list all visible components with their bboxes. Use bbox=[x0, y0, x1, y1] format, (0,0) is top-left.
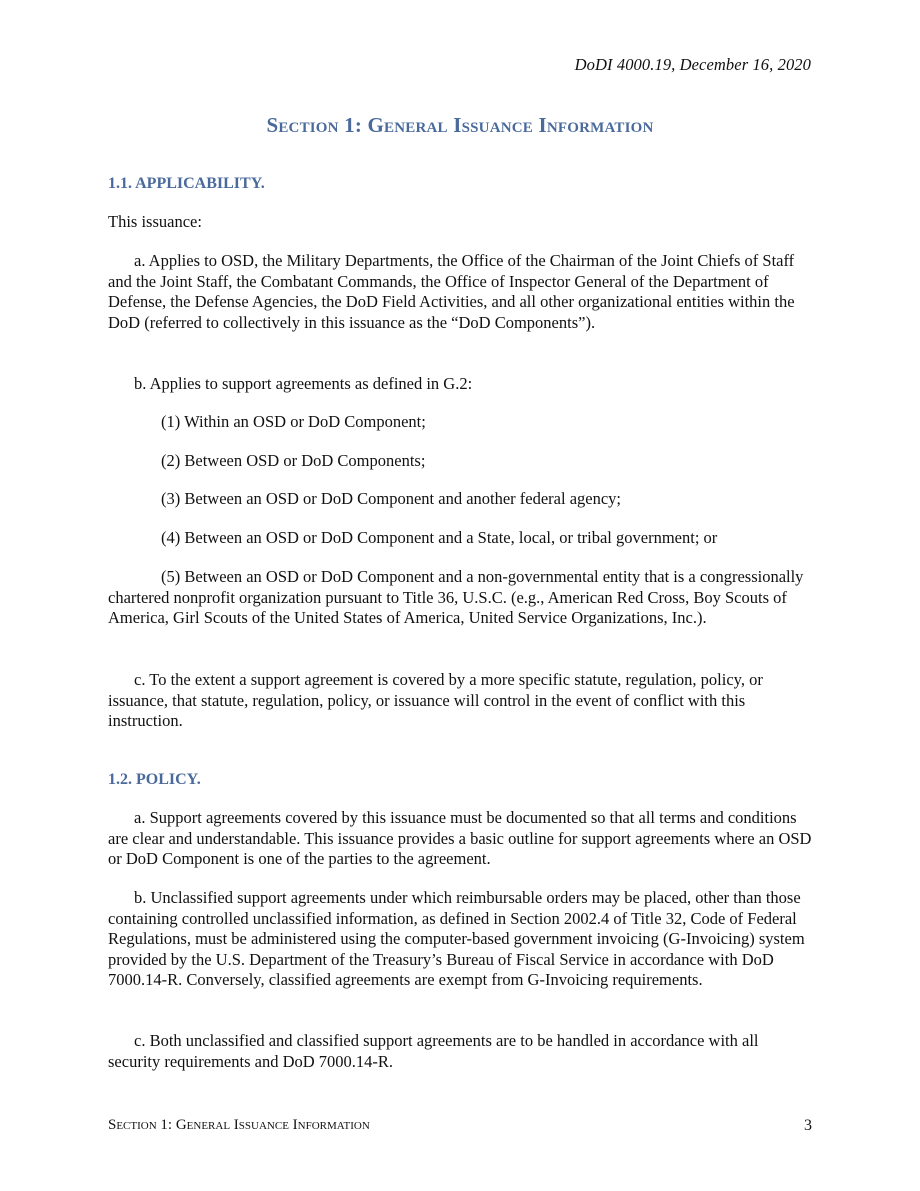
page-number: 3 bbox=[804, 1117, 812, 1134]
paragraph-1-1-a: a. Applies to OSD, the Military Departments, the Office of the Chairman of the Joint Chiefs of Staff and the Joint Staff, the Combatant Commands, the Office of Inspector General of the Department of Defense, the Defense Agencies, the DoD Field Activities, and all other organizational entities within the DoD (referred to collectively in this issuance as the “DoD Components”). bbox=[108, 251, 795, 332]
paragraph-1-2-a: a. Support agreements covered by this issuance must be documented so that all terms and conditions are clear and understandable. This issuance provides a basic outline for support agreements where an OSD or DoD Component is one of the parties to the agreement. bbox=[108, 808, 812, 869]
paragraph-1-1-b-2: (2) Between OSD or DoD Components; bbox=[161, 451, 426, 470]
heading-policy: 1.2. POLICY. bbox=[108, 771, 201, 788]
paragraph-1-1-b-1: (1) Within an OSD or DoD Component; bbox=[161, 412, 426, 431]
paragraph-1-1-b-3: (3) Between an OSD or DoD Component and another federal agency; bbox=[161, 489, 622, 508]
paragraph-1-2-b: b. Unclassified support agreements under which reimbursable orders may be placed, other than those containing controlled unclassified information, as defined in Section 2002.4 of Title 32, Code of Federal Regulations, must be administered using the computer-based government invoicing (G-Invoicing) system provided by the U.S. Department of the Treasury’s Bureau of Fiscal Service in accordance with DoD 7000.14-R. Conversely, classified agreements are exempt from G-Invoicing requirements. bbox=[108, 888, 805, 990]
footer-section-label: Section 1: General Issuance Information bbox=[108, 1117, 370, 1133]
paragraph-1-1-c: c. To the extent a support agreement is covered by a more specific statute, regulation, policy, or issuance, that statute, regulation, policy, or issuance will control in the event of conflict with this instruction. bbox=[108, 670, 763, 731]
section-title: Section 1: General Issuance Information bbox=[266, 113, 654, 137]
heading-applicability: 1.1. APPLICABILITY. bbox=[108, 175, 265, 192]
paragraph-1-1-b: b. Applies to support agreements as defined in G.2: bbox=[134, 374, 473, 393]
paragraph-1-1-b-4: (4) Between an OSD or DoD Component and a State, local, or tribal government; or bbox=[161, 528, 718, 547]
paragraph-1-1-b-5: (5) Between an OSD or DoD Component and a non-governmental entity that is a congressionally chartered nonprofit organization pursuant to Title 36, U.S.C. (e.g., American Red Cross, Boy Scouts of America, Girl Scouts of the United States of America, United Service Organizations, Inc.). bbox=[108, 567, 804, 628]
running-head: DoDI 4000.19, December 16, 2020 bbox=[574, 55, 811, 74]
paragraph-1-2-c: c. Both unclassified and classified support agreements are to be handled in accordance with all security requirements and DoD 7000.14-R. bbox=[108, 1031, 759, 1071]
intro-paragraph: This issuance: bbox=[108, 212, 202, 231]
